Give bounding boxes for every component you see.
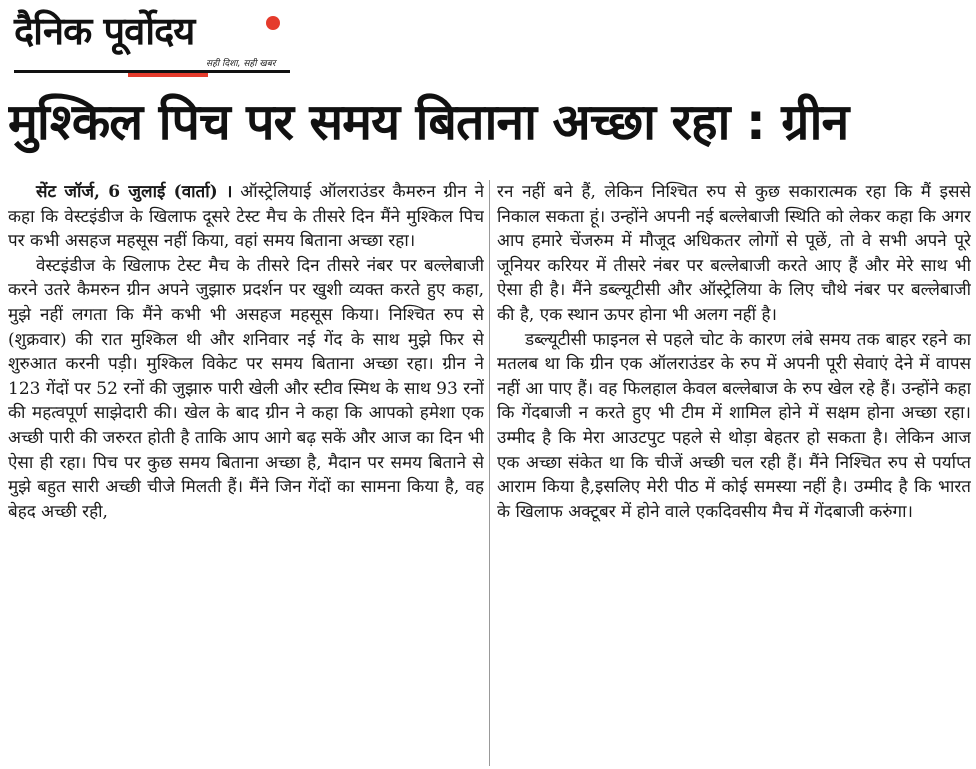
article-paragraph: रन नहीं बने हैं, लेकिन निश्चित रुप से कुछ सकारात्मक रहा कि मैं इससे निकाल सकता हूं। उन्होंने अपनी नई बल्लेबाजी स्थिति को लेकर कहा कि अगर आप हमारे चेंजरुम में मौजूद अधिकतर लोगों से पूछें, तो वे सभी अपने पूरे जूनियर करियर में तीसरे नंबर पर बल्लेबाजी करते आए हैं और मेरे साथ भी ऐसा ही है। मैंने डब्ल्यूटीसी और ऑस्ट्रेलिया के लिए चौथे नंबर पर बल्लेबाजी की है, एक स्थान ऊपर होना भी अलग नहीं है। bbox=[497, 182, 971, 325]
article-headline: मुश्किल पिच पर समय बिताना अच्छा रहा : ग्रीन bbox=[8, 93, 849, 151]
paragraph-text: ऑस्ट्रेलियाई ऑलराउंडर कैमरुन ग्रीन ने कहा कि वेस्टइंडीज के खिलाफ दूसरे टेस्ट मैच के तीसरे दिन मैंने मुश्किल पिच पर कभी असहज महसूस नहीं किया, वहां समय बिताना अच्छा रहा। bbox=[8, 182, 484, 252]
article-paragraph: डब्ल्यूटीसी फाइनल से पहले चोट के कारण लंबे समय तक बाहर रहने का मतलब था कि ग्रीन एक ऑलराउंडर के रुप में अपनी पूरी सेवाएं देने में वापस नहीं आ पाए हैं। वह फिलहाल केवल बल्लेबाज के रुप खेल रहे हैं। उन्होंने कहा कि गेंदबाजी न करते हुए भी टीम में शामिल होने में सक्षम होना अच्छा रहा। उम्मीद है कि मेरा आउटपुट पहले से थोड़ा बेहतर हो सकता है। लेकिन आज एक अच्छा संकेत था कि चीजें अच्छी चल रही हैं। मैंने निश्चित रुप से पर्याप्त आराम किया है,इसलिए मेरी पीठ में कोई समस्या नहीं है। उम्मीद है कि भारत के खिलाफ अक्टूबर में होने वाले एकदिवसीय मैच में गेंदबाजी करुंगा। bbox=[497, 329, 971, 522]
article-column-left bbox=[8, 180, 484, 766]
article-column-right bbox=[497, 180, 971, 766]
newspaper-name: दैनिक पूर्वोदय bbox=[14, 9, 195, 53]
dateline: सेंट जॉर्ज, 6 जुलाई (वार्ता) । bbox=[36, 182, 233, 202]
article-paragraph: वेस्टइंडीज के खिलाफ टेस्ट मैच के तीसरे दिन तीसरे नंबर पर बल्लेबाजी करने उतरे कैमरुन ग्रीन अपने जुझारु प्रदर्शन पर खुशी व्यक्त करते हुए कहा, मुझे नहीं लगता कि मैंने कभी भी असहज महसूस किया। निश्चित रुप से (शुक्रवार) की रात मुश्किल थी और शनिवार नई गेंद के साथ मुझे फिर से शुरुआत करनी पड़ी। मुश्किल विकेट पर समय बिताना अच्छा रहा। ग्रीन ने 123 गेंदों पर 52 रनों की जुझारु पारी खेली और स्टीव स्मिथ के साथ 93 रनों की महत्वपूर्ण साझेदारी की। खेल के बाद ग्रीन ने कहा कि आपको हमेशा एक अच्छी पारी की जरुरत होती है ताकि आप आगे बढ़ सकें और आज का दिन भी ऐसा ही रहा। पिच पर कुछ समय बिताना अच्छा है, मैदान पर समय बिताने से मुझे बहुत सारी अच्छी चीजे मिलती हैं। मैंने जिन गेंदों का सामना किया है, वह बेहद अच्छी रही, bbox=[8, 255, 484, 522]
article-paragraph bbox=[8, 180, 484, 254]
newspaper-tagline: सही दिशा, सही खबर bbox=[206, 59, 276, 69]
column-divider bbox=[489, 180, 490, 766]
logo-dot-icon bbox=[266, 16, 280, 30]
masthead-accent-rule bbox=[128, 73, 208, 77]
masthead bbox=[10, 6, 300, 72]
